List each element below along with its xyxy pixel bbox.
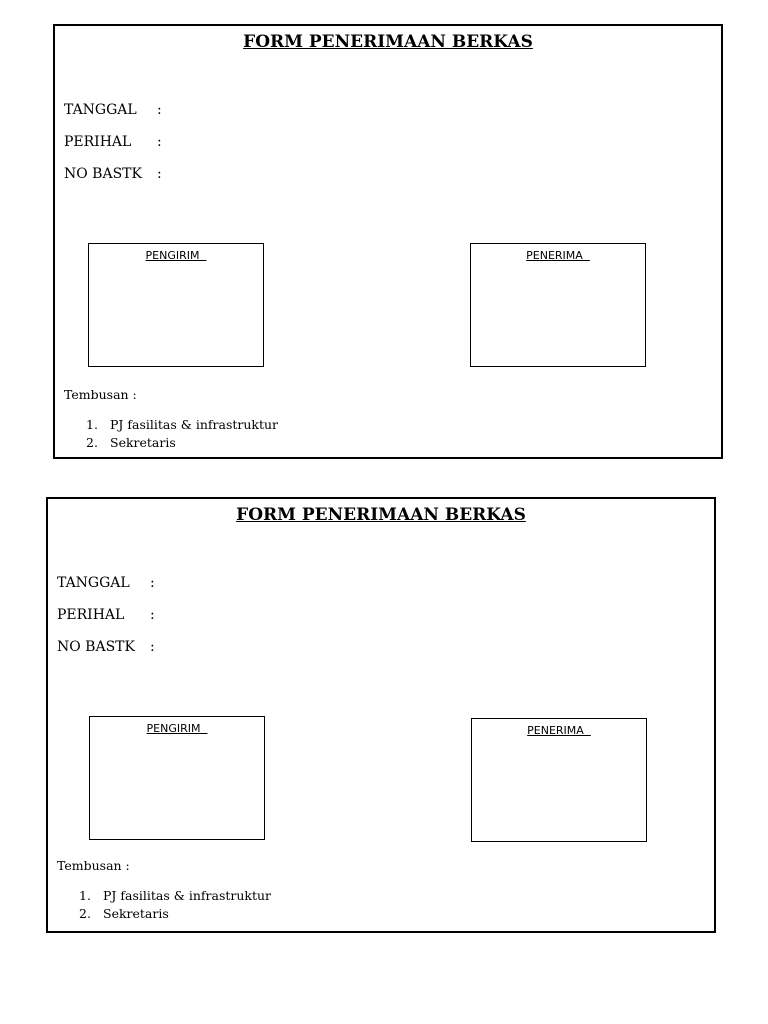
sender-signature-box	[89, 716, 265, 840]
list-number: 2.	[86, 435, 98, 450]
list-number: 1.	[79, 888, 91, 903]
field-label-tanggal: TANGGAL	[64, 102, 137, 118]
list-item	[86, 416, 278, 434]
list-number: 2.	[79, 906, 91, 921]
field-no-bastk	[57, 639, 155, 655]
sender-label: PENGIRIM	[145, 249, 207, 262]
list-text: PJ fasilitas & infrastruktur	[103, 888, 272, 903]
field-separator: :	[157, 102, 162, 118]
receipt-form-1	[53, 24, 723, 459]
list-text: PJ fasilitas & infrastruktur	[110, 417, 279, 432]
list-number: 1.	[86, 417, 98, 432]
list-text: Sekretaris	[110, 435, 176, 450]
receipt-form-2	[46, 497, 716, 933]
field-label-no-bastk: NO BASTK	[64, 166, 142, 182]
list-item	[79, 887, 271, 905]
field-label-no-bastk: NO BASTK	[57, 639, 135, 655]
field-separator: :	[150, 607, 155, 623]
receiver-signature-box	[470, 243, 646, 367]
receiver-label: PENERIMA	[527, 724, 591, 737]
list-text: Sekretaris	[103, 906, 169, 921]
list-item	[79, 905, 271, 923]
field-separator: :	[157, 134, 162, 150]
field-tanggal	[57, 575, 155, 591]
receiver-signature-box	[471, 718, 647, 842]
tembusan-label: Tembusan :	[64, 387, 137, 402]
field-label-tanggal: TANGGAL	[57, 575, 130, 591]
sender-signature-box	[88, 243, 264, 367]
field-perihal	[64, 134, 162, 150]
field-tanggal	[64, 102, 162, 118]
form-title: FORM PENERIMAAN BERKAS	[243, 32, 533, 52]
field-separator: :	[150, 575, 155, 591]
form-title: FORM PENERIMAAN BERKAS	[236, 505, 526, 525]
field-label-perihal: PERIHAL	[57, 607, 125, 623]
field-perihal	[57, 607, 155, 623]
tembusan-label: Tembusan :	[57, 858, 130, 873]
tembusan-list	[86, 416, 278, 452]
field-separator: :	[150, 639, 155, 655]
tembusan-list	[79, 887, 271, 923]
field-no-bastk	[64, 166, 162, 182]
receiver-label: PENERIMA	[526, 249, 590, 262]
field-separator: :	[157, 166, 162, 182]
sender-label: PENGIRIM	[146, 722, 208, 735]
field-label-perihal: PERIHAL	[64, 134, 132, 150]
list-item	[86, 434, 278, 452]
